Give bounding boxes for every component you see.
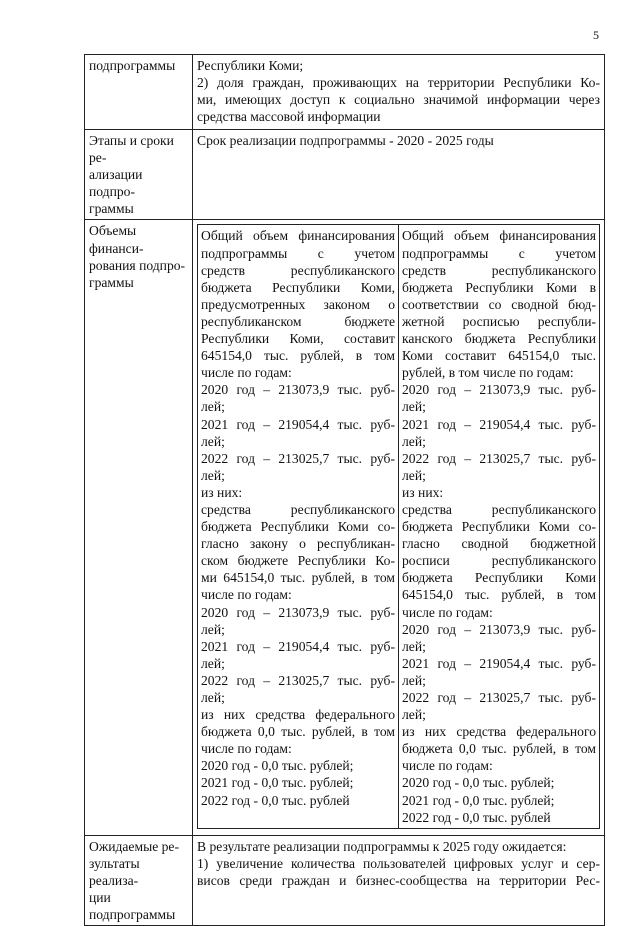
text-line: 2021 год – 219054,4 тыс. руб- [201,416,395,432]
text-line: канского бюджета Республики [402,331,596,347]
financing-by-law-cell [198,225,399,828]
financing-by-budget-list-cell [399,225,600,828]
row-label-expected [85,835,193,925]
text-line: 2021 год – 219054,4 тыс. руб- [402,655,596,671]
text-line: бюджета 0,0 тыс. рублей, в том [402,741,596,757]
text-line: ми 645154,0 тыс. рублей, в том [201,570,395,586]
text-line: висов среди граждан и бизнес-сообщества на территории Рес- [197,872,600,888]
text-line: рублей, в том числе по годам: [402,365,574,381]
text-line: бюджета Республики Коми со- [201,519,395,535]
text-line: средств республиканского [201,262,395,278]
text-line: лей; [402,467,426,483]
financing-inner-row [198,225,600,828]
expected-results-cell [193,835,605,925]
text-line: лей; [402,672,426,688]
text-line: 645154,0 тыс. рублей, в том [402,587,596,603]
text-line: лей; [201,467,225,483]
text-line: 2022 год – 213025,7 тыс. руб- [402,450,596,466]
row-label-text: зультаты реализа- [89,855,140,888]
text-line: Республики Коми, составит [201,331,395,347]
text-line: числе по годам: [201,365,292,381]
text-line: республиканском бюджете [201,313,395,329]
row-label-text: Этапы и сроки ре- [89,133,174,166]
text-line: предусмотренных законом о [201,296,395,312]
text-line: 2022 год - 0,0 тыс. рублей [402,809,551,825]
row-label-text: ализации подпро- [89,167,143,200]
text-line: 2021 год - 0,0 тыс. рублей; [201,775,354,791]
text-line: средства республиканского [402,501,596,517]
table-row-stages [85,130,605,220]
text-line: гласно закону о республикан- [201,536,395,552]
text-line: 2021 год - 0,0 тыс. рублей; [402,792,555,808]
text-line: 2022 год – 213025,7 тыс. руб- [402,690,596,705]
subprogram-indicators-cell [193,55,605,130]
text-line: лей; [201,433,225,449]
row-label-stages [85,130,193,220]
text-line: 2022 год – 213025,7 тыс. руб- [201,672,395,688]
row-label-text: Объемы финанси- [89,223,144,256]
text-line: средства массовой информации [197,109,381,125]
text-line: 2020 год – 213073,9 тыс. руб- [201,382,395,398]
text-line: соответствии со сводной бюд- [402,296,596,312]
text-line: бюджета Республики Коми [402,570,596,586]
text-line: из них: [402,484,444,500]
text-line: 2022 год - 0,0 тыс. рублей [201,792,350,808]
text-line: жетной росписью республи- [402,313,596,329]
text-line: числе по годам: [402,604,493,620]
text-line: лей; [201,399,225,415]
text-line: лей; [201,621,225,637]
text-line: 2020 год - 0,0 тыс. рублей; [201,758,354,774]
table-row-subprogram-continuation [85,55,605,130]
text-line: лей; [402,707,426,723]
text-line: 2021 год – 219054,4 тыс. руб- [402,416,596,432]
text-line: лей; [201,655,225,671]
text-line: 2022 год – 213025,7 тыс. руб- [201,450,395,466]
text-line: бюджета Республики Коми со- [402,519,596,535]
text-line: из них средства федерального [201,707,395,723]
financing-inner-table [197,224,600,828]
row-label-text: граммы [89,274,134,290]
text-line: средств республиканского [402,262,596,278]
text-line: ми, имеющих доступ к социально значимой информации через [197,92,600,108]
text-line: числе по годам: [402,758,493,774]
text-line: бюджета Республики Коми, [201,279,395,295]
text-line: из них: [201,484,243,500]
financing-cell [193,220,605,835]
text-line: подпрограммы с учетом [402,245,596,261]
text-line: 645154,0 тыс. рублей, в том [201,348,395,364]
row-label-text: подпрограммы [89,58,176,73]
text-line: 2020 год – 213073,9 тыс. руб- [201,604,395,620]
text-line: бюджета 0,0 тыс. рублей, в том [201,724,395,740]
row-label-subprogram [85,55,193,130]
text-line: Общий объем финансирования [402,228,596,244]
text-line: 2) доля граждан, проживающих на территории Республики Ко- [197,75,600,91]
text-line: лей; [201,690,225,705]
text-line: В результате реализации подпрограммы к 2025 году ожидается: [197,838,567,854]
row-label-text: рования подпро- [89,257,186,273]
page-number: 5 [593,28,599,42]
text-line: числе по годам: [201,587,292,603]
text-line: Коми составит 645154,0 тыс. [402,348,596,364]
row-label-financing [85,220,193,835]
text-line: ском бюджете Республики Ко- [201,553,395,569]
stages-text: Срок реализации подпрограммы - 2020 - 2025 годы [197,133,494,148]
text-line: числе по годам: [201,741,292,757]
row-label-text: ции подпрограммы [89,890,176,923]
text-line: 2021 год – 219054,4 тыс. руб- [201,638,395,654]
text-line: Общий объем финансирования [201,228,395,244]
text-line: росписи республиканского [402,553,596,569]
stages-cell [193,130,605,220]
table-row-expected-results [85,835,605,925]
text-line: 1) увеличение количества пользователей цифровых услуг и сер- [197,855,600,871]
text-line: средства республиканского [201,501,395,517]
text-line: 2020 год – 213073,9 тыс. руб- [402,621,596,637]
row-label-text: граммы [89,201,134,217]
text-line: 2020 год – 213073,9 тыс. руб- [402,382,596,398]
text-line: бюджета Республики Коми в [402,279,596,295]
text-line: лей; [402,433,426,449]
text-line: подпрограммы с учетом [201,245,395,261]
subprogram-passport-table [84,54,605,926]
text-line: лей; [402,638,426,654]
text-line: лей; [402,399,426,415]
text-line: из них средства федерального [402,724,596,740]
row-label-text: Ожидаемые ре- [89,838,179,854]
text-line: Республики Коми; [197,58,304,73]
table-row-financing [85,220,605,835]
text-line: гласно сводной бюджетной [402,536,596,552]
text-line: 2020 год - 0,0 тыс. рублей; [402,775,555,791]
